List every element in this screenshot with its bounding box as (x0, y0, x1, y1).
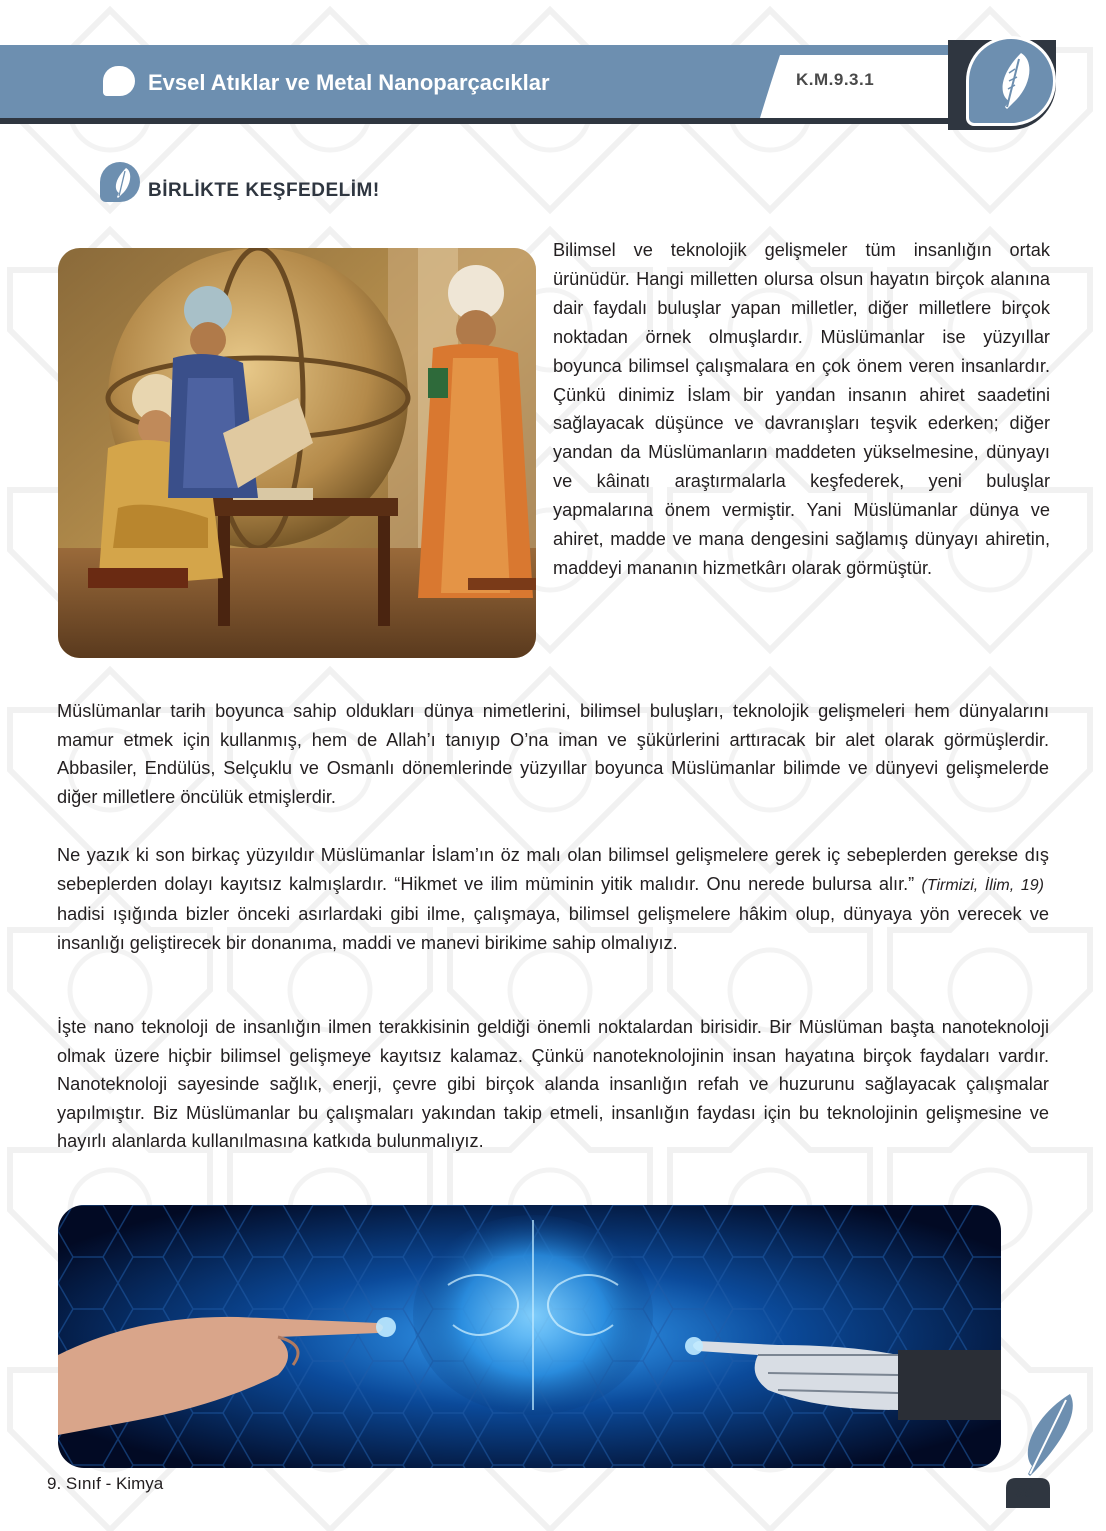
quill-feather-icon (100, 162, 140, 202)
unit-title: Evsel Atıklar ve Metal Nanoparçacıklar (148, 70, 550, 95)
section-quill-icon (100, 162, 140, 202)
scholars-illustration (58, 248, 536, 658)
paragraph-2-text-end: hadisi ışığında bizler önceki asırlardaki gibi ilme, çalışmaya, bilimsel gelişmelere hâkim olup, dünyaya yön verecek ve insanlığı geliştirecek bir donanıma, maddi ve manevi birikime sahip olmalıyız. (57, 904, 1049, 953)
hadith-citation: (Tirmizi, İlim, 19) (921, 876, 1044, 894)
technology-illustration (58, 1205, 1001, 1468)
header-underline (0, 118, 960, 124)
body-paragraph-2 (57, 841, 1049, 957)
section-title: BİRLİKTE KEŞFEDELİM! (148, 180, 380, 201)
body-paragraph-3: İşte nano teknoloji de insanlığın ilmen terakkisinin geldiği önemli noktalardan birisidir. Bir Müslüman başta nanoteknoloji olmak üzere hiçbir bilimsel gelişmeye kayıtsız kalamaz. Çünkü nanoteknolojinin insan hayatına birçok faydaları vardır. Nanoteknoloji sayesinde sağlık, enerji, çevre gibi birçok alanda insanlığın refah ve huzurunu sağlayacak çalışmalar yapılmıştır. Biz Müslümanlar bu çalışmaları yakından takip etmeli, insanlığın faydası için bu teknolojinin gelişmesine ve hayırlı alanlarda kullanılmasına katkıda bulunmalıyız. (57, 1017, 1049, 1152)
header-bullet-icon (103, 66, 135, 96)
footer-course-label: 9. Sınıf - Kimya (47, 1474, 164, 1493)
page-number: 99 (1015, 1484, 1033, 1501)
outcome-code: K.M.9.3.1 (796, 70, 875, 89)
body-paragraph-1: Müslümanlar tarih boyunca sahip oldukları dünya nimetlerini, bilimsel buluşları, teknolojik gelişmeleri hem dünyalarını mamur etmek için kullanmış, hem de Allah’ı tanıyıp O’na iman ve şükürlerini arttıracak bir alet olarak görmüşlerdir. Abbasiler, Endülüs, Selçuklu ve Osmanlı dönemlerinde yüzyıllar boyunca Müslümanlar bilimde ve dünyevi gelişmelerde diğer milletlere öncülük etmişlerdir. (57, 701, 1049, 807)
quill-feather-icon (969, 39, 1053, 123)
paragraph-2-text: Ne yazık ki son birkaç yüzyıldır Müslümanlar İslam’ın öz malı olan bilimsel gelişmelere gerek iç sebeplerden gerekse dış sebeplerden dolayı kayıtsız kalmışlardır. “Hikmet ve ilim müminin yitik malıdır. Onu nerede bulursa alır.” (57, 845, 1049, 894)
intro-paragraph: Bilimsel ve teknolojik gelişmeler tüm insanlığın ortak ürünüdür. Hangi milletten olursa olsun hayatın birçok alanına dair faydalı buluşlar yapan milletler, diğer milletlere birçok noktadan örnek olmuşlardır. Müslümanlar ise yüzyıllar boyunca bilimsel çalışmalara en çok önem veren insanlardır. Çünkü dinimiz İslam bir yandan insanın ahiret saadetini sağlayacak düşünce ve davranışları teşvik ederken; diğer yandan da Müslümanların maddeten yükselmesine, dünyayı ve kâinatı araştırmalarla keşfederek, yeni buluşlar yapmalarına önem vermiştir. Yani Müslümanlar dünya ve ahiret, madde ve mana dengesini sağlamış dünyayı ahiretin, maddeyi mananın hizmetkârı olarak görmüştür. (553, 240, 1050, 578)
header-badge (966, 36, 1056, 126)
